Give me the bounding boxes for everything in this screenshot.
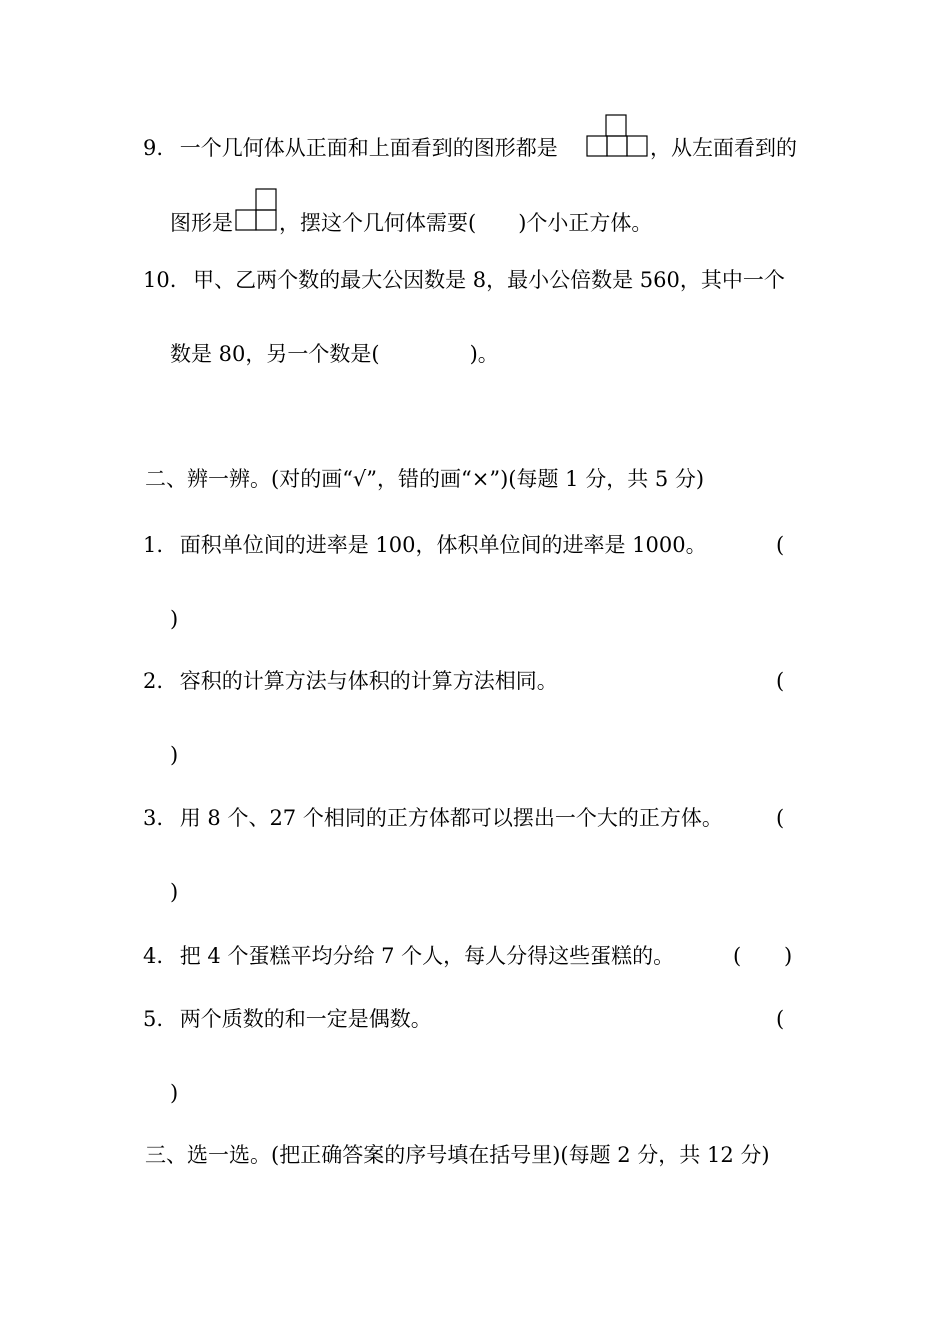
answer-paren-open[interactable]: ( [776, 1007, 785, 1031]
item-number: 2. [143, 669, 164, 693]
question-9-line-1b: ，从左面看到的 [650, 136, 797, 160]
answer-paren-close[interactable]: ) [784, 944, 793, 968]
section-3-heading: 三、选一选。(把正确答案的序号填在括号里)(每题 2 分，共 12 分) [145, 1143, 770, 1167]
left-view-figure [235, 188, 279, 232]
item-text: 面积单位间的进率是 100，体积单位间的进率是 1000。 [179, 533, 707, 557]
item-text: 两个质数的和一定是偶数。 [179, 1007, 432, 1031]
answer-paren-close[interactable]: ) [170, 1081, 179, 1105]
judge-item-4 [143, 946, 674, 967]
question-9-line-2a: 图形是 [170, 211, 233, 235]
answer-paren-open[interactable]: ( [776, 533, 785, 557]
answer-paren-open[interactable]: ( [776, 669, 785, 693]
item-number: 3. [143, 806, 164, 830]
question-text: 一个几何体从正面和上面看到的图形都是 [179, 136, 558, 160]
question-text: )个小正方体。 [518, 211, 653, 235]
answer-paren-close[interactable]: ) [170, 607, 179, 631]
question-text: )。 [469, 342, 499, 366]
question-text: 数是 80，另一个数是( [170, 342, 380, 366]
item-text: 用 8 个、27 个相同的正方体都可以摆出一个大的正方体。 [179, 806, 723, 830]
item-text: 容积的计算方法与体积的计算方法相同。 [179, 669, 558, 693]
question-9-line-1 [143, 138, 558, 159]
question-10-line-1 [143, 270, 785, 291]
question-number: 10. [143, 268, 177, 292]
question-number: 9. [143, 136, 164, 160]
section-2-heading: 二、辨一辨。(对的画“√”，错的画“×”)(每题 1 分，共 5 分) [145, 467, 705, 491]
question-text: 甲、乙两个数的最大公因数是 8，最小公倍数是 560，其中一个 [193, 268, 785, 292]
question-text: ，摆这个几何体需要( [279, 211, 477, 235]
judge-item-3 [143, 808, 723, 829]
item-text: 把 4 个蛋糕平均分给 7 个人，每人分得这些蛋糕的。 [179, 944, 675, 968]
question-9-line-2b [279, 213, 652, 234]
judge-item-2 [143, 671, 558, 692]
item-number: 5. [143, 1007, 164, 1031]
answer-paren-close[interactable]: ) [170, 880, 179, 904]
answer-paren-close[interactable]: ) [170, 743, 179, 767]
question-10-line-2 [170, 344, 499, 365]
judge-item-5 [143, 1009, 432, 1030]
item-number: 1. [143, 533, 164, 557]
front-top-view-figure [586, 114, 648, 158]
answer-paren-open[interactable]: ( [733, 944, 742, 968]
judge-item-1 [143, 535, 707, 556]
item-number: 4. [143, 944, 164, 968]
answer-paren-open[interactable]: ( [776, 806, 785, 830]
